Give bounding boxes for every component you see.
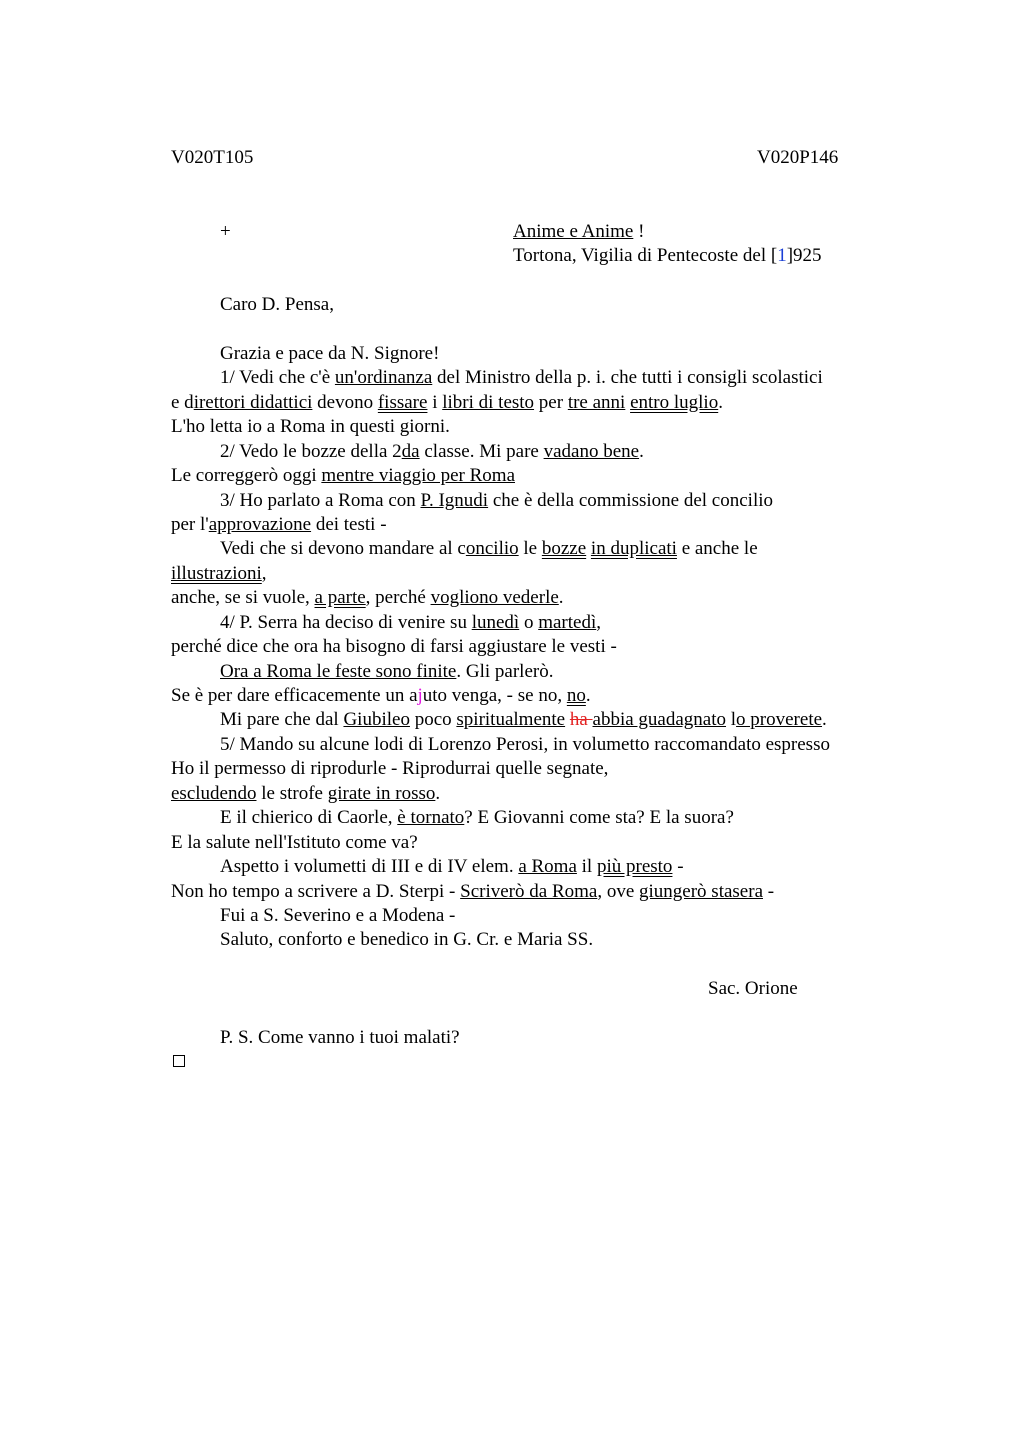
text-line: E la salute nell'Istituto come va? <box>171 832 418 853</box>
end-marker-box-icon <box>173 1055 185 1067</box>
document-code-right: V020P146 <box>757 147 839 168</box>
text-line: Saluto, conforto e benedico in G. Cr. e Maria SS. <box>220 929 594 950</box>
motto <box>513 220 644 244</box>
document-code-left: V020T105 <box>171 147 254 168</box>
text-line: 2/ Vedo le bozze della 2da classe. Mi pare vadano bene. <box>220 441 644 462</box>
postscript: P. S. Come vanno i tuoi malati? <box>220 1027 460 1048</box>
date-suffix: ]925 <box>786 245 822 266</box>
text-line: Fui a S. Severino e a Modena - <box>220 905 456 926</box>
text-line: illustrazioni, <box>171 563 267 584</box>
text-line: Le correggerò oggi mentre viaggio per Roma <box>171 465 515 486</box>
text-line: 1/ Vedi che c'è un'ordinanza del Ministro della p. i. che tutti i consigli scolastici <box>220 367 823 388</box>
text-line: Vedi che si devono mandare al concilio le bozze in duplicati e anche le <box>220 538 758 559</box>
signature: Sac. Orione <box>708 978 798 999</box>
text-line: Mi pare che dal Giubileo poco spiritualmente ha abbia guadagnato lo proverete. <box>220 709 827 730</box>
text-line: perché dice che ora ha bisogno di farsi aggiustare le vesti - <box>171 636 617 657</box>
text-line: anche, se si vuole, a parte, perché vogliono vederle. <box>171 587 564 608</box>
date-prefix: Tortona, Vigilia di Pentecoste del [ <box>513 245 778 266</box>
text-line: Non ho tempo a scrivere a D. Sterpi - Scriverò da Roma, ove giungerò stasera - <box>171 881 775 902</box>
cross-symbol: + <box>220 221 231 242</box>
date-digit: 1 <box>777 245 787 266</box>
text-line: Aspetto i volumetti di III e di IV elem. a Roma il più presto - <box>220 856 684 877</box>
greeting: Grazia e pace da N. Signore! <box>220 343 440 364</box>
text-line: 4/ P. Serra ha deciso di venire su lunedì o martedì, <box>220 612 601 633</box>
text-line: Se è per dare efficacemente un ajuto venga, - se no, no. <box>171 685 591 706</box>
text-line: E il chierico di Caorle, è tornato? E Giovanni come sta? E la suora? <box>220 807 734 828</box>
motto-tail: ! <box>633 221 645 242</box>
text-line: L'ho letta io a Roma in questi giorni. <box>171 416 450 437</box>
motto-underlined: Anime e Anime <box>513 221 634 242</box>
text-line: e direttori didattici devono fissare i libri di testo per tre anni entro luglio. <box>171 392 723 413</box>
text-line: per l'approvazione dei testi - <box>171 514 387 535</box>
salutation: Caro D. Pensa, <box>220 294 334 315</box>
text-line: 5/ Mando su alcune lodi di Lorenzo Perosi, in volumetto raccomandato espresso <box>220 734 830 755</box>
text-line: escludendo le strofe girate in rosso. <box>171 783 441 804</box>
text-line: Ora a Roma le feste sono finite. Gli parlerò. <box>220 661 554 682</box>
text-line: Ho il permesso di riprodurle - Riprodurrai quelle segnate, <box>171 758 609 779</box>
text-line: 3/ Ho parlato a Roma con P. Ignudi che è della commissione del concilio <box>220 490 774 511</box>
place-date <box>513 244 822 268</box>
